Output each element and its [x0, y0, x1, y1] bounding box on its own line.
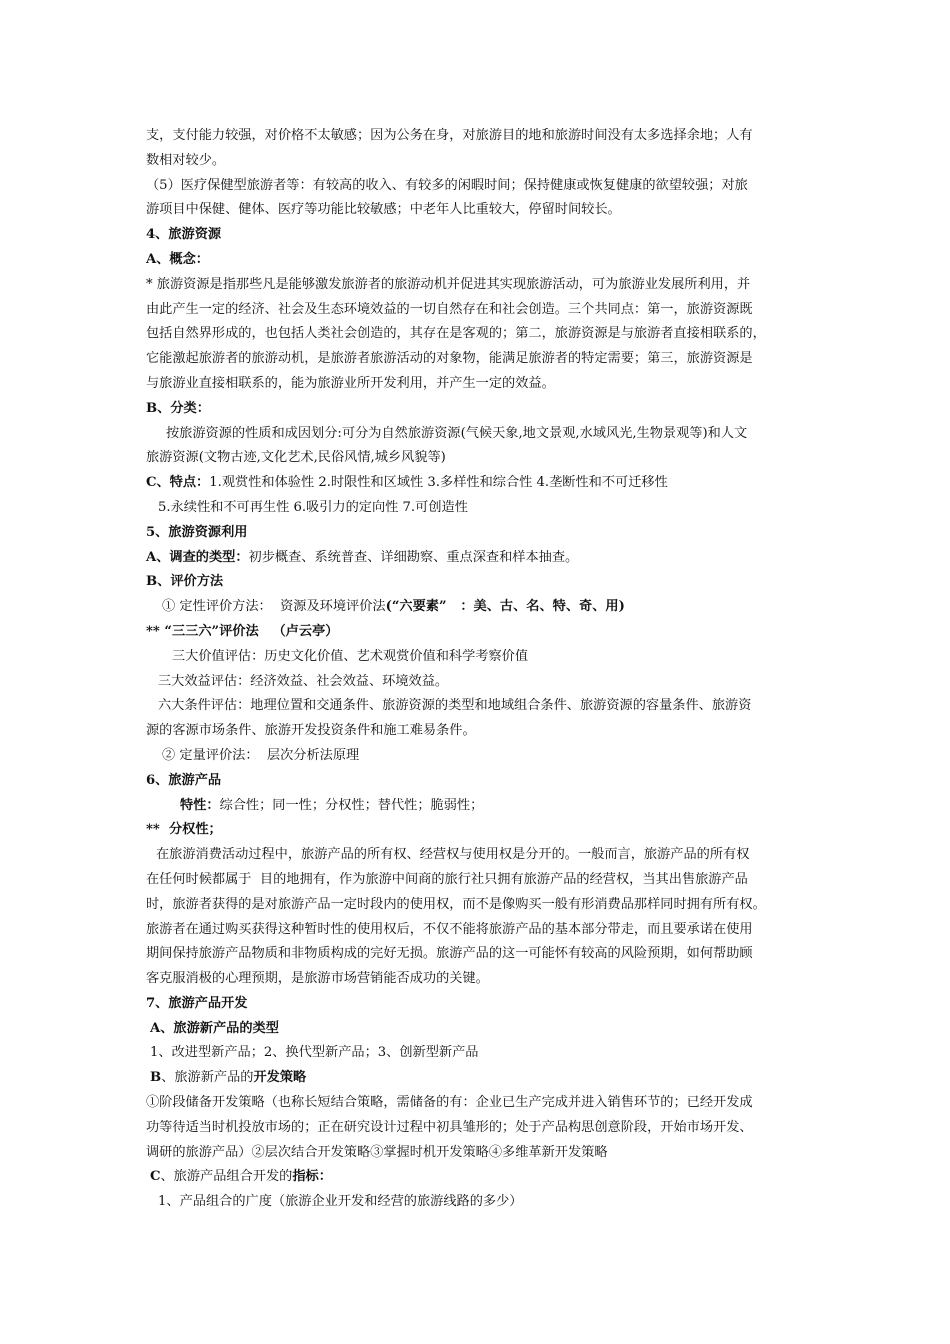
paragraph-line [146, 794, 816, 819]
section-heading: B、分类： [146, 400, 210, 416]
paragraph-line: 源的客源市场条件、旅游开发投资条件和施工难易条件。 [146, 723, 476, 739]
paragraph-line: 客克服消极的心理预期，是旅游市场营销能否成功的关键。 [146, 971, 489, 987]
line-text: 综合性；同一性；分权性；替代性；脆弱性； [219, 797, 484, 813]
paragraph-line: 功等待适当时机投放市场的；正在研究设计过程中初具雏形的；处于产品构思创意阶段，开始市场开发、 [146, 1119, 753, 1135]
paragraph-line: 调研的旅游产品）②层次结合开发策略③掌握时机开发策略④多维革新开发策略 [146, 1144, 608, 1160]
paragraph-line [146, 1066, 816, 1091]
paragraph-line: 1、产品组合的广度（旅游企业开发和经营的旅游线路的多少） [158, 1194, 523, 1210]
paragraph-line: 由此产生一定的经济、社会及生态环境效益的一切自然存在和社会创造。三个共同点：第一，旅游资源既 [146, 301, 753, 317]
paragraph-line: 时，旅游者获得的是对旅游产品一定时段内的使用权，而不是像购买一般有形消费品那样同时拥有所有权。 [146, 896, 766, 912]
paragraph-line: 六大条件评估：地理位置和交通条件、旅游资源的类型和地域组合条件、旅游资源的容量条件、旅游资 [158, 698, 752, 714]
section-heading: A、概念： [146, 251, 209, 267]
section-heading: B、评价方法 [146, 574, 224, 590]
document-body [146, 124, 816, 1215]
bold-label: A、调查的类型： [146, 549, 249, 565]
bold-label: C、特点： [146, 475, 210, 491]
paragraph-line: 按旅游资源的性质和成因划分:可分为自然旅游资源(气候天象,地文景观,水域风光,生物景观等)和人文 [166, 425, 748, 441]
line-text: 、旅游产品组合开发的 [160, 1169, 293, 1185]
section-heading: ** 分权性； [146, 822, 222, 838]
paragraph-line: 三大价值评估：历史文化价值、艺术观赏价值和科学考察价值 [172, 648, 529, 664]
paragraph-line: 在旅游消费活动过程中，旅游产品的所有权、经营权与使用权是分开的。一般而言，旅游产品的所有权 [156, 847, 750, 863]
paragraph-line: 期间保持旅游产品物质和非物质构成的完好无损。旅游产品的这一可能怀有较高的风险预期，如何帮助顾 [146, 946, 753, 962]
section-heading: ** “三三六”评价法 （卢云亭） [146, 623, 339, 639]
section-heading: 4、旅游资源 [146, 227, 222, 243]
paragraph-line: 游项目中保健、健体、医疗等功能比较敏感；中老年人比重较大，停留时间较长。 [146, 202, 621, 218]
paragraph-line: 5.永续性和不可再生性 6.吸引力的定向性 7.可创造性 [158, 499, 468, 515]
bold-text: 指标： [292, 1169, 332, 1185]
paragraph-line: ② 定量评价法： 层次分析法原理 [162, 747, 360, 763]
bold-text: (“六要素” ：美、古、名、特、奇、用) [385, 599, 625, 615]
section-heading: 6、旅游产品 [146, 772, 222, 788]
bold-label: 特性： [180, 797, 220, 813]
paragraph-line: 与旅游业直接相联系的，能为旅游业所开发利用，并产生一定的效益。 [146, 375, 555, 391]
line-text: ① 定性评价方法： 资源及环境评价法 [162, 599, 386, 615]
line-text: 、旅游新产品的 [161, 1070, 254, 1086]
section-heading: 7、旅游产品开发 [146, 995, 248, 1011]
paragraph-line: 在任何时候都属于 目的地拥有，作为旅游中间商的旅行社只拥有旅游产品的经营权，当其出售旅游产品 [146, 871, 748, 887]
paragraph-line [146, 1165, 816, 1190]
paragraph-line: 1、改进型新产品；2、换代型新产品；3、创新型新产品 [150, 1045, 479, 1061]
bold-label: B [150, 1070, 162, 1086]
paragraph-line: ①阶段储备开发策略（也称长短结合策略，需储备的有：企业已生产完成并进入销售环节的；已经开发成 [146, 1095, 753, 1111]
paragraph-line: * 旅游资源是指那些凡是能够激发旅游者的旅游动机并促进其实现旅游活动，可为旅游业发展所利用，并 [146, 276, 751, 292]
paragraph-line: 旅游资源(文物古迹,文化艺术,民俗风情,城乡风貌等) [146, 450, 446, 466]
section-heading: A、旅游新产品的类型 [150, 1020, 279, 1036]
section-heading: 5、旅游资源利用 [146, 524, 248, 540]
paragraph-line: 支，支付能力较强，对价格不太敏感；因为公务在身，对旅游目的地和旅游时间没有太多选择余地；人有 [146, 128, 753, 143]
paragraph-line [146, 471, 816, 496]
paragraph-line: （5）医疗保健型旅游者等：有较高的收入、有较多的闲暇时间；保持健康或恢复健康的欲望较强；对旅 [146, 177, 748, 193]
bold-text: 开发策略 [253, 1070, 307, 1086]
paragraph-line [146, 546, 816, 571]
paragraph-line: 三大效益评估：经济效益、社会效益、环境效益。 [158, 673, 449, 689]
line-text: 初步概查、系统普查、详细勘察、重点深查和样本抽查。 [248, 549, 579, 565]
bold-label: C [150, 1169, 161, 1185]
line-text: 1.观赏性和体验性 2.时限性和区域性 3.多样性和综合性 4.垄断性和不可迁移性 [209, 475, 668, 491]
paragraph-line: 数相对较少。 [146, 152, 226, 168]
paragraph-line: 包括自然界形成的，也包括人类社会创造的，其存在是客观的；第二，旅游资源是与旅游者直接相联系的， [146, 326, 766, 342]
paragraph-line: 旅游者在通过购买获得这种暂时性的使用权后，不仅不能将旅游产品的基本部分带走，而且要承诺在使用 [146, 921, 753, 937]
paragraph-line: 它能激起旅游者的旅游动机，是旅游者旅游活动的对象物，能满足旅游者的特定需要；第三，旅游资源是 [146, 351, 753, 367]
paragraph-line [146, 595, 816, 620]
